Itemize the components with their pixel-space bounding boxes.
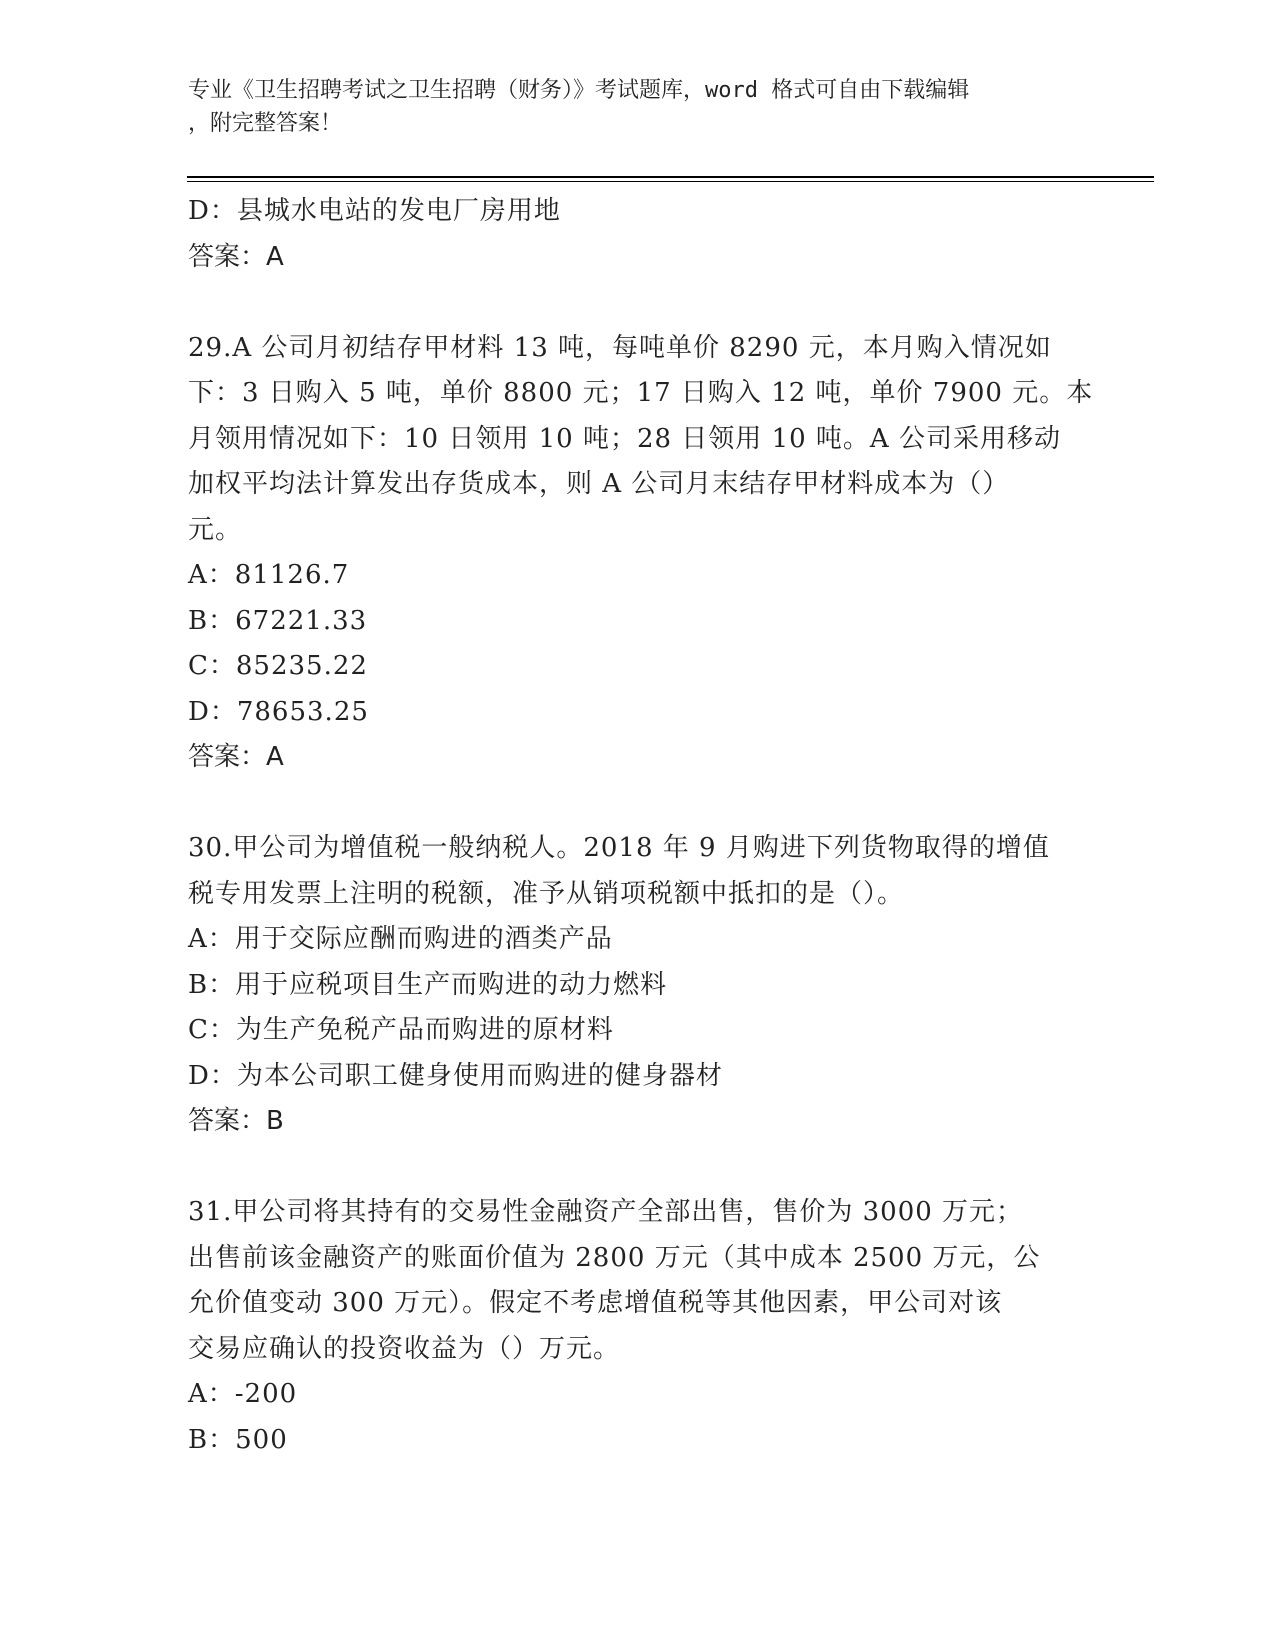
q29-answer: 答案：A bbox=[188, 742, 284, 772]
q29-option-c: C：85235.22 bbox=[188, 651, 368, 681]
q30-option-c: C：为生产免税产品而购进的原材料 bbox=[188, 1015, 614, 1045]
spacer bbox=[188, 280, 1088, 326]
q30-option-a: A：用于交际应酬而购进的酒类产品 bbox=[188, 924, 613, 954]
q31-stem-line: 交易应确认的投资收益为（）万元。 bbox=[188, 1333, 621, 1364]
q29-option-d: D：78653.25 bbox=[188, 696, 369, 727]
q29-option-a: A：81126.7 bbox=[188, 560, 350, 590]
q30-stem-line: 税专用发票上注明的税额，准予从销项税额中抵扣的是（）。 bbox=[188, 878, 905, 909]
spacer bbox=[188, 1145, 1088, 1191]
question-30 bbox=[188, 826, 1088, 1145]
page-header bbox=[188, 74, 1088, 140]
header-line-2: ，附完整答案！ bbox=[188, 111, 343, 136]
q30-stem-line: 30.甲公司为增值税一般纳税人。2018 年 9 月购进下列货物取得的增值 bbox=[188, 833, 1050, 863]
q29-stem-line: 元。 bbox=[188, 514, 243, 545]
q31-stem-line: 出售前该金融资产的账面价值为 2800 万元（其中成本 2500 万元，公 bbox=[188, 1242, 1041, 1273]
q29-stem-line: 加权平均法计算发出存货成本，则 A 公司月末结存甲材料成本为（） bbox=[188, 469, 1010, 499]
q29-stem-line: 29.A 公司月初结存甲材料 13 吨，每吨单价 8290 元，本月购入情况如 bbox=[188, 332, 1052, 363]
q29-option-b: B：67221.33 bbox=[188, 605, 368, 636]
question-29 bbox=[188, 326, 1094, 781]
q31-option-b: B：500 bbox=[188, 1424, 288, 1455]
prev-option-d: D：县城水电站的发电厂房用地 bbox=[188, 196, 561, 226]
header-rule-thick bbox=[187, 176, 1154, 178]
q30-option-d: D：为本公司职工健身使用而购进的健身器材 bbox=[188, 1060, 723, 1091]
q31-stem-line: 允价值变动 300 万元）。假定不考虑增值税等其他因素，甲公司对该 bbox=[188, 1288, 1003, 1318]
q31-option-a: A：-200 bbox=[188, 1379, 298, 1409]
q30-answer: 答案：B bbox=[188, 1106, 284, 1136]
question-content bbox=[188, 189, 1094, 1463]
prev-answer: 答案：A bbox=[188, 241, 284, 272]
question-31 bbox=[188, 1190, 1088, 1463]
q31-stem-line: 31.甲公司将其持有的交易性金融资产全部出售，售价为 3000 万元； bbox=[188, 1197, 1024, 1227]
q29-stem-line: 下：3 日购入 5 吨，单价 8800 元；17 日购入 12 吨，单价 7900 元。本 bbox=[188, 378, 1094, 408]
spacer bbox=[188, 781, 1088, 827]
q29-stem-line: 月领用情况如下：10 日领用 10 吨；28 日领用 10 吨。A 公司采用移动 bbox=[188, 423, 1061, 454]
header-rule-thin bbox=[187, 181, 1154, 182]
q30-option-b: B：用于应税项目生产而购进的动力燃料 bbox=[188, 969, 668, 1000]
header-line-1: 专业《卫生招聘考试之卫生招聘（财务）》考试题库，word 格式可自由下载编辑 bbox=[188, 78, 970, 103]
